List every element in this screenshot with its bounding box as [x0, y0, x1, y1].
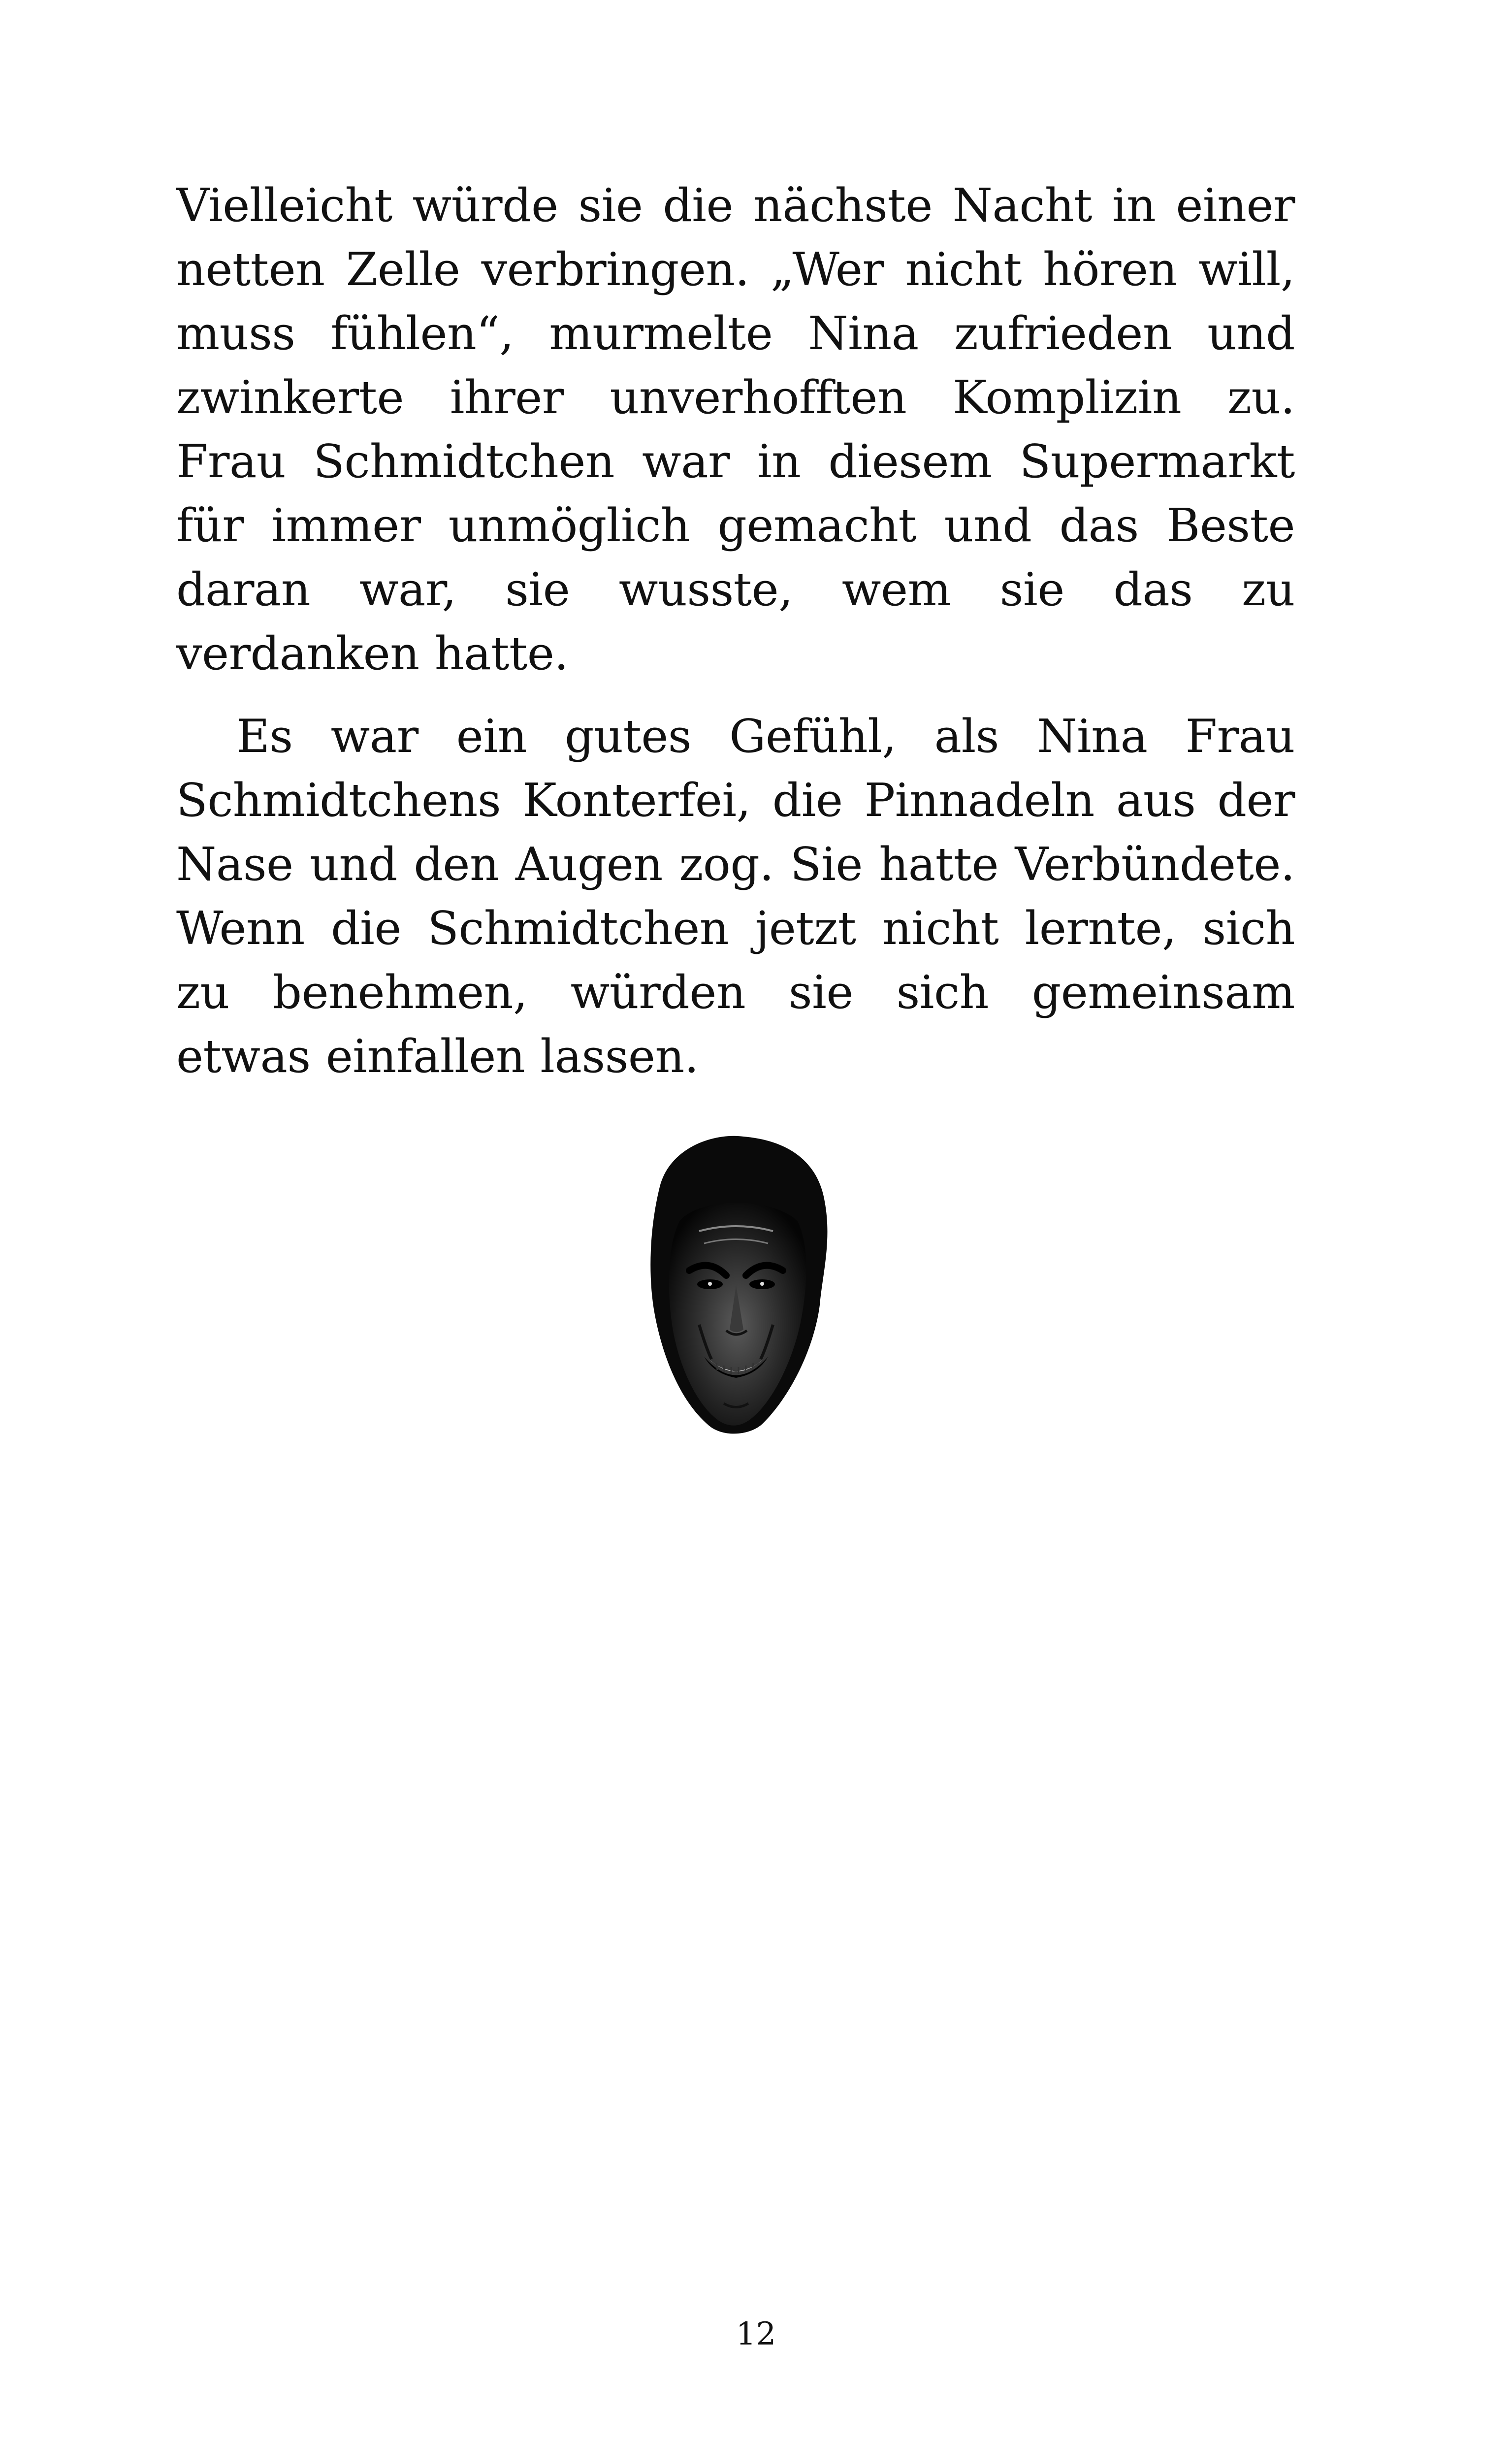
page-number: 12	[736, 2316, 776, 2352]
paragraph-1: Vielleicht würde sie die nächste Nacht in einer netten Zelle verbringen. „Wer nicht hören will, muss fühlen“, murmelte Nina zufrieden und zwinkerte ihrer unverhofften Komplizin zu. Frau Schmidtchen war in diesem Supermarkt für immer unmöglich gemacht und das Beste daran war, sie wusste, wem sie das zu verdanken hatte.	[176, 179, 1295, 680]
paragraph-2: Es war ein gutes Gefühl, als Nina Frau Schmidtchens Konterfei, die Pinnadeln aus der Nase und den Augen zog. Sie hatte Verbündete. Wenn die Schmidtchen jetzt nicht lernte, sich zu benehmen, würden sie sich gemeinsam etwas einfallen lassen.	[176, 710, 1295, 1083]
body-text	[176, 173, 1295, 1088]
grinning-face-illustration	[625, 1128, 847, 1443]
